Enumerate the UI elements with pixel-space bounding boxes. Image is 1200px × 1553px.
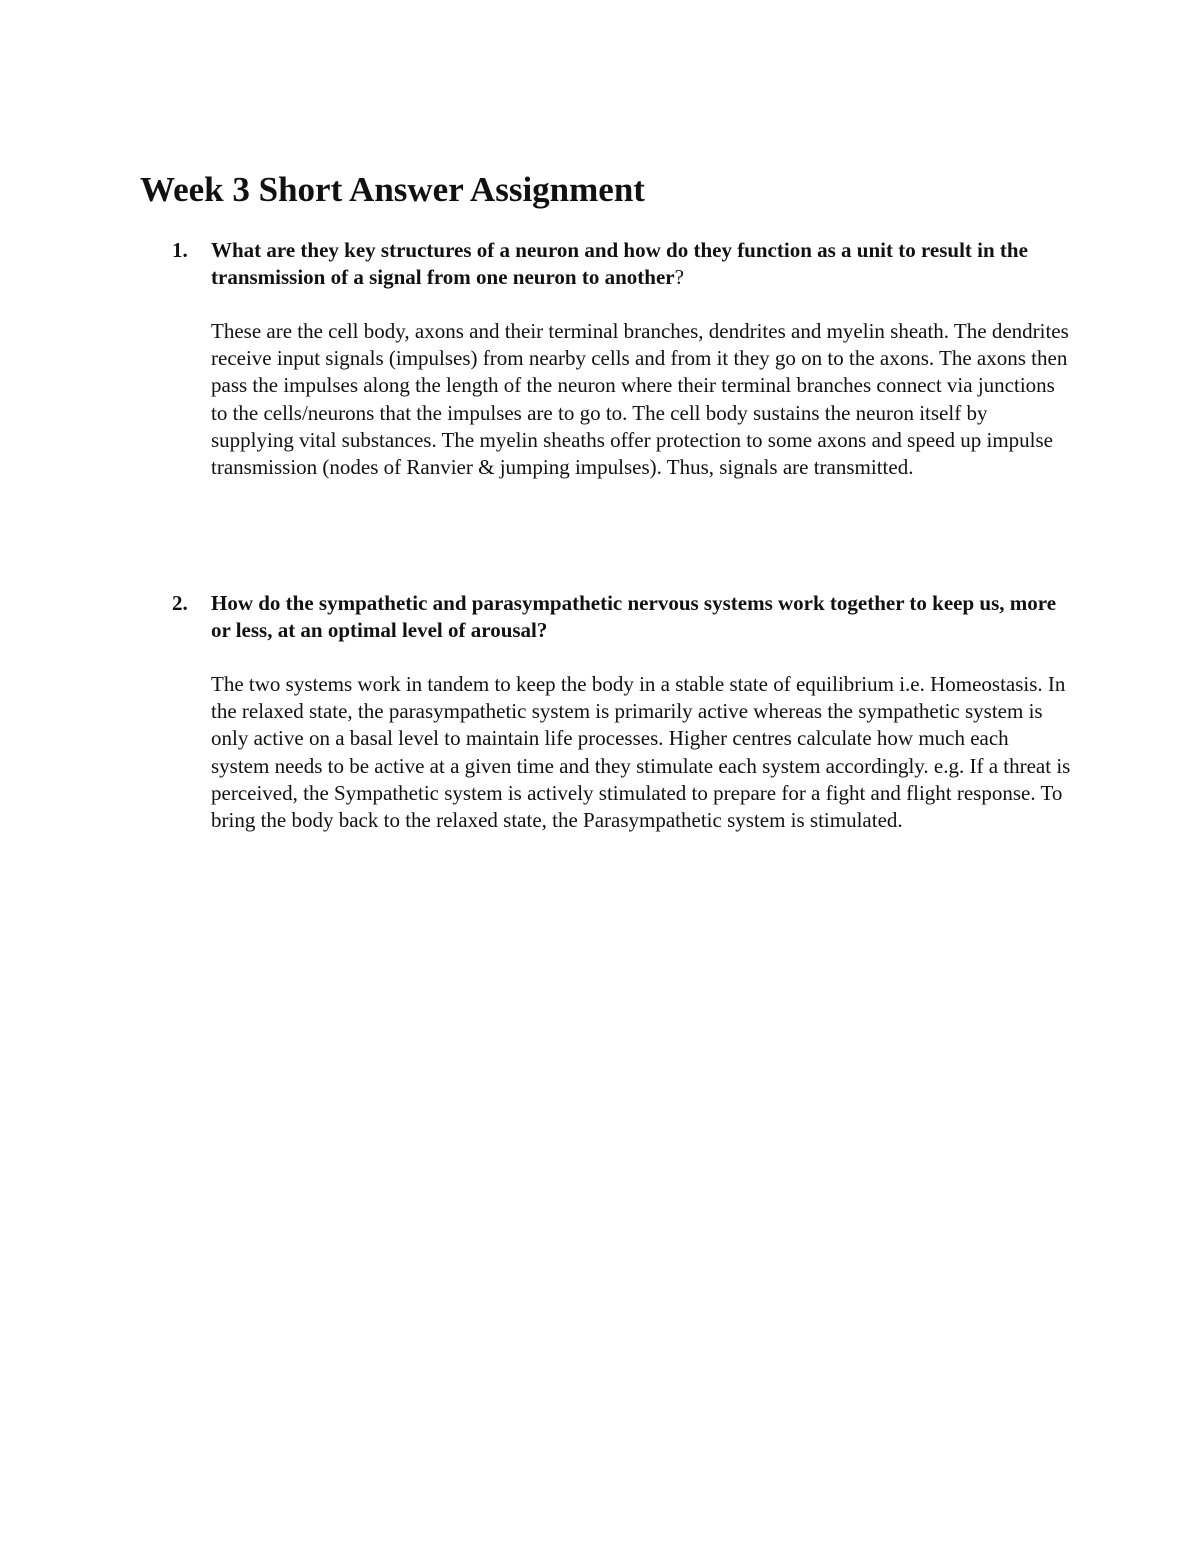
answer-text: The two systems work in tandem to keep the body in a stable state of equilibrium i.e. Homeostasis. In the relaxed state, the parasympathetic system is primarily active whereas the sympathetic system is only active on a basal level to maintain life processes. Higher centres calculate how much each system needs to be active at a given time and they stimulate each system accordingly. e.g. If a threat is perceived, the Sympathetic system is actively stimulated to prepare for a fight and flight response. To bring the body back to the relaxed state, the Parasympathetic system is stimulated. xyxy=(211,672,1071,833)
question-text xyxy=(211,590,1072,644)
document-title: Week 3 Short Answer Assignment xyxy=(140,170,645,209)
question-text xyxy=(211,237,1072,291)
question-mark: ? xyxy=(674,265,684,289)
question-2 xyxy=(172,590,1072,834)
question-prompt: How do the sympathetic and parasympathetic nervous systems work together to keep us, more or less, at an optimal level of arousal? xyxy=(211,591,1057,642)
answer-text: These are the cell body, axons and their terminal branches, dendrites and myelin sheath. The dendrites receive input signals (impulses) from nearby cells and from it they go on to the axons. The axons then pass the impulses along the length of the neuron where their terminal branches connect via junctions to the cells/neurons that the impulses are to go to. The cell body sustains the neuron itself by supplying vital substances. The myelin sheaths offer protection to some axons and speed up impulse transmission (nodes of Ranvier & jumping impulses). Thus, signals are transmitted. xyxy=(211,319,1069,480)
question-number: 2. xyxy=(172,591,188,615)
question-1 xyxy=(172,237,1072,481)
question-prompt: What are they key structures of a neuron and how do they function as a unit to result in the transmission of a signal from one neuron to another xyxy=(211,238,1028,289)
question-number: 1. xyxy=(172,238,188,262)
